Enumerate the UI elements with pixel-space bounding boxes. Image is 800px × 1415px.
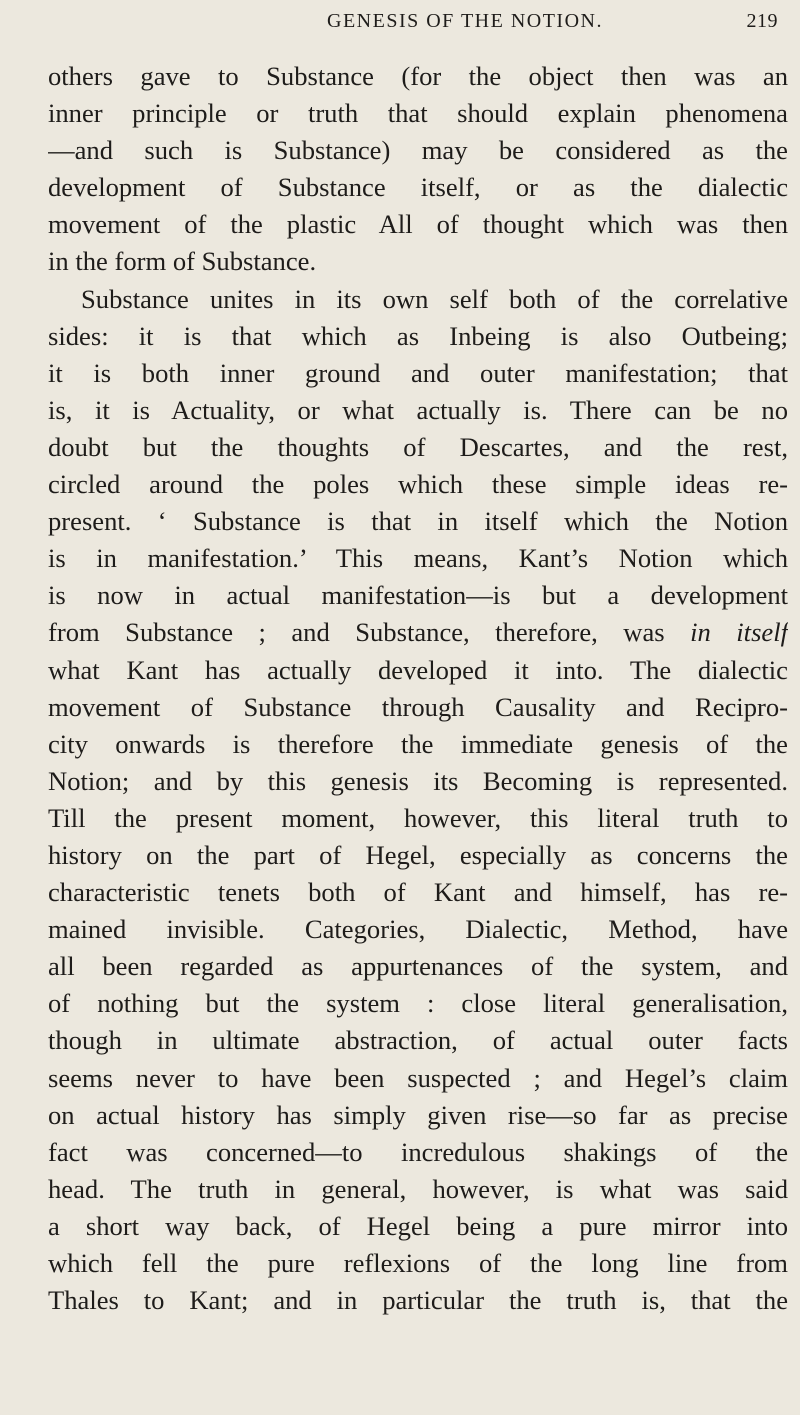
text-line: is now in actual manifestation—is but a development: [48, 580, 788, 611]
text-line: which fell the pure reflexions of the long line from: [48, 1248, 788, 1278]
text-line: doubt but the thoughts of Descartes, and the rest,: [48, 431, 788, 462]
text-line: —and such is Substance) may be considered as the: [48, 135, 788, 166]
text-line: circled around the poles which these simple ideas re-: [48, 469, 788, 500]
text-line: city onwards is therefore the immediate genesis of the: [48, 728, 788, 759]
text-line: a short way back, of Hegel being a pure mirror into: [48, 1210, 788, 1241]
text-line: Till the present moment, however, this literal truth to: [48, 802, 788, 833]
text-line: is in manifestation.’ This means, Kant’s Notion which: [48, 543, 788, 574]
text-line: on actual history has simply given rise—so far as precise: [48, 1099, 788, 1130]
text-line: of nothing but the system : close literal generalisation,: [48, 988, 788, 1019]
text-line: though in ultimate abstraction, of actual outer facts: [48, 1025, 788, 1056]
text-line: mained invisible. Categories, Dialectic, Method, have: [48, 914, 788, 945]
text-line: present. ‘ Substance is that in itself which the Notion: [48, 506, 788, 537]
text-line: head. The truth in general, however, is what was said: [48, 1173, 788, 1204]
text-line: is, it is Actuality, or what actually is. There can be no: [48, 394, 788, 425]
text-line: movement of Substance through Causality and Recipro-: [48, 691, 788, 722]
text-line: it is both inner ground and outer manifestation; that: [48, 357, 788, 388]
text-line-part: from Substance ; and Substance, therefore, was: [48, 617, 665, 648]
text-line: in the form of Substance.: [48, 246, 317, 277]
text-line: sides: it is that which as Inbeing is also Outbeing;: [48, 320, 788, 351]
text-line: inner principle or truth that should explain phenomena: [48, 98, 788, 129]
text-line: seems never to have been suspected ; and Hegel’s claim: [48, 1062, 788, 1093]
text-line: what Kant has actually developed it into. The dialectic: [48, 654, 788, 685]
text-line: development of Substance itself, or as the dialectic: [48, 172, 788, 203]
page-number: 219: [746, 10, 778, 32]
text-line: Notion; and by this genesis its Becoming is represented.: [48, 765, 788, 796]
running-head-title: GENESIS OF THE NOTION.: [327, 10, 603, 32]
body-text: [48, 58, 788, 1319]
text-line: fact was concerned—to incredulous shakings of the: [48, 1136, 788, 1167]
text-line: movement of the plastic All of thought which was then: [48, 209, 788, 240]
text-line: others gave to Substance (for the object then was an: [48, 61, 788, 91]
running-head: [52, 10, 778, 36]
paragraph-first-line: Substance unites in its own self both of the correlative: [81, 283, 788, 314]
text-line: history on the part of Hegel, especially as concerns the: [48, 839, 788, 870]
text-line: [48, 614, 788, 651]
text-line: Thales to Kant; and in particular the truth is, that the: [48, 1285, 788, 1316]
text-line: characteristic tenets both of Kant and himself, has re-: [48, 877, 788, 908]
italic-phrase: in itself: [690, 617, 788, 648]
text-line: all been regarded as appurtenances of the system, and: [48, 951, 788, 982]
